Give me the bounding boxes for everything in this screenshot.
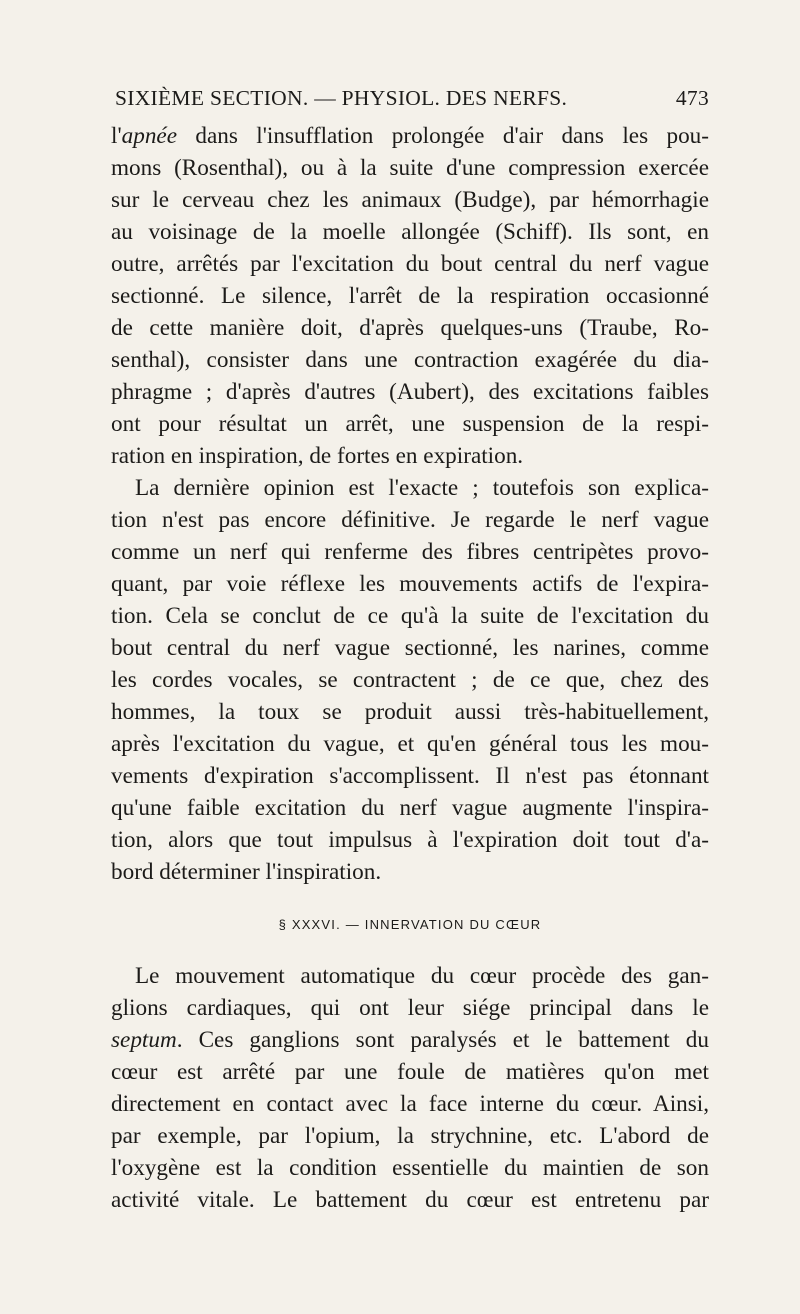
text-line: directement en contact avec la face interne du cœur. Ainsi, [111, 1091, 709, 1117]
text-line: hommes, la toux se produit aussi très-habituellement, [111, 699, 709, 725]
text-line: vements d'expiration s'accomplissent. Il n'est pas étonnant [111, 763, 709, 789]
text-line: quant, par voie réflexe les mouvements actifs de l'expira- [111, 571, 709, 597]
text-line: comme un nerf qui renferme des fibres centripètes provo- [111, 539, 709, 565]
text-line: phragme ; d'après d'autres (Aubert), des excitations faibles [111, 379, 709, 405]
italic-term-apnee: apnée [121, 123, 177, 149]
text-line: bout central du nerf vague sectionné, les narines, comme [111, 635, 709, 661]
text-line: senthal), consister dans une contraction exagérée du dia- [111, 347, 709, 373]
text-line: au voisinage de la moelle allongée (Schiff). Ils sont, en [111, 219, 709, 245]
text-line: après l'excitation du vague, et qu'en général tous les mou- [111, 731, 709, 757]
running-title: SIXIÈME SECTION. — PHYSIOL. DES NERFS. [115, 86, 568, 110]
text-line: qu'une faible excitation du nerf vague augmente l'inspira- [111, 795, 709, 821]
text-line: mons (Rosenthal), ou à la suite d'une compression exercée [111, 155, 709, 181]
text-line: sectionné. Le silence, l'arrêt de la respiration occasionné [111, 283, 709, 309]
text-line: de cette manière doit, d'après quelques-uns (Traube, Ro- [111, 315, 709, 341]
text-line: Le mouvement automatique du cœur procède des gan- [135, 963, 709, 989]
paragraph-coeur [111, 960, 709, 1216]
text-line: l'oxygène est la condition essentielle du maintien de son [111, 1155, 709, 1181]
text-line: glions cardiaques, qui ont leur siége principal dans le [111, 995, 709, 1021]
book-page [111, 86, 709, 1216]
text-line: La dernière opinion est l'exacte ; toutefois son explica- [135, 475, 709, 501]
running-header [111, 86, 709, 116]
text-line: tion n'est pas encore définitive. Je regarde le nerf vague [111, 507, 709, 533]
text-line: tion, alors que tout impulsus à l'expiration doit tout d'a- [111, 827, 709, 853]
text-line: cœur est arrêté par une foule de matières qu'on met [111, 1059, 709, 1085]
text-line: ration en inspiration, de fortes en expiration. [111, 443, 524, 469]
text-line: l'apnée dans l'insufflation prolongée d'air dans les pou- [111, 123, 709, 149]
text-line: outre, arrêtés par l'excitation du bout central du nerf vague [111, 251, 709, 277]
text-line: activité vitale. Le battement du cœur est entretenu par [111, 1187, 709, 1213]
text-line: les cordes vocales, se contractent ; de ce que, chez des [111, 667, 709, 693]
text-line: bord déterminer l'inspiration. [111, 859, 382, 885]
paragraph-nerf-vague [111, 472, 709, 888]
italic-term-septum: septum [111, 1027, 177, 1053]
section-heading: § XXXVI. — INNERVATION DU CŒUR [278, 917, 542, 932]
text-line: septum. Ces ganglions sont paralysés et le battement du [111, 1027, 709, 1053]
text-line: par exemple, par l'opium, la strychnine, etc. L'abord de [111, 1123, 709, 1149]
text-line: sur le cerveau chez les animaux (Budge), par hémorrhagie [111, 187, 709, 213]
page-number: 473 [675, 86, 709, 110]
text-line: ont pour résultat un arrêt, une suspension de la respi- [111, 411, 709, 437]
text-line: tion. Cela se conclut de ce qu'à la suite de l'excitation du [111, 603, 709, 629]
paragraph-apnee [111, 120, 709, 472]
